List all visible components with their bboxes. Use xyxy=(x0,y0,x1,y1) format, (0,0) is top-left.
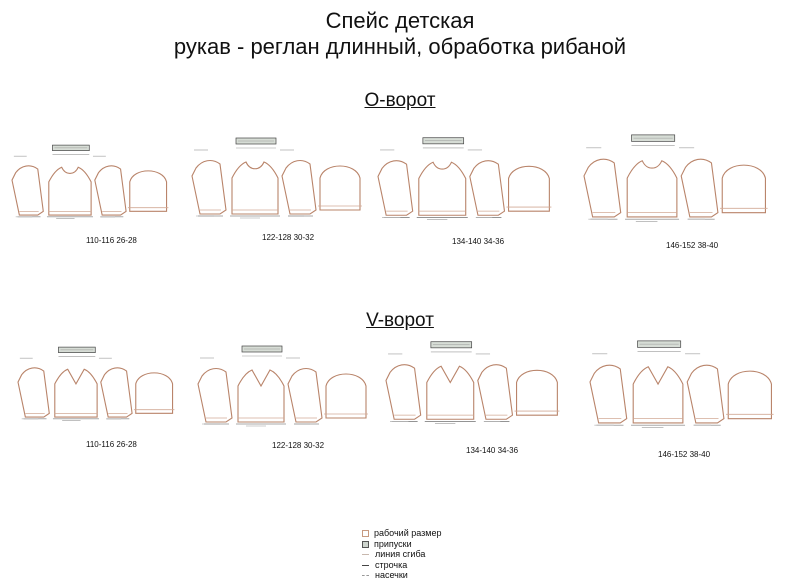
notch-line-icon xyxy=(362,571,370,579)
size-label-v-2: 122-128 30-32 xyxy=(272,441,325,450)
sleeve-piece-back-7 xyxy=(386,365,421,420)
body-piece-front-4 xyxy=(627,161,677,217)
sleeve-piece-back-8 xyxy=(590,365,627,423)
legend-label: строчка xyxy=(375,559,408,570)
legend-item-notches xyxy=(362,570,441,581)
allowance-square-icon xyxy=(362,541,369,548)
legend xyxy=(362,528,441,581)
size-label-o-4: 146-152 38-40 xyxy=(666,241,719,250)
sleeve-piece-top-2 xyxy=(320,166,360,210)
pattern-block-o-2 xyxy=(192,138,362,218)
body-piece-front-8 xyxy=(633,367,683,423)
legend-item-working-size xyxy=(362,528,441,539)
legend-item-stitch xyxy=(362,560,441,571)
size-label-v-1: 110-116 26-28 xyxy=(86,440,137,449)
body-piece-front-3 xyxy=(419,162,466,215)
legend-label: линия сгиба xyxy=(375,549,426,559)
legend-label: припуски xyxy=(374,538,412,549)
sleeve-piece-front-6 xyxy=(288,369,322,422)
sleeve-piece-top-6 xyxy=(326,374,366,418)
sleeve-piece-back-3 xyxy=(378,161,413,216)
body-piece-front-2 xyxy=(232,162,278,214)
fold-line-icon xyxy=(362,550,370,558)
sleeve-piece-front-8 xyxy=(687,365,724,423)
sleeve-piece-front-3 xyxy=(470,161,505,216)
legend-label: насечки xyxy=(375,570,408,580)
stitch-line-icon xyxy=(362,561,370,569)
body-piece-front-6 xyxy=(238,370,284,422)
title-line-2: рукав - реглан длинный, обработка рибаной xyxy=(173,34,627,59)
section-heading-v-neck: V-ворот xyxy=(366,310,434,331)
sleeve-piece-front-4 xyxy=(681,159,718,217)
legend-item-fold-line xyxy=(362,549,441,560)
sleeve-piece-front-1 xyxy=(95,166,126,215)
body-piece-front-5 xyxy=(55,369,97,417)
sleeve-piece-back-1 xyxy=(12,166,43,215)
size-label-o-3: 134-140 34-36 xyxy=(452,237,505,246)
size-label-v-3: 134-140 34-36 xyxy=(466,446,519,455)
pattern-block-o-3 xyxy=(378,138,551,220)
pattern-block-v-2 xyxy=(198,346,368,426)
legend-item-allowances xyxy=(362,539,441,550)
sleeve-piece-top-1 xyxy=(130,171,167,211)
pattern-block-o-1 xyxy=(12,145,168,219)
title-line-1: Спейс детская xyxy=(325,8,475,33)
sleeve-piece-top-4 xyxy=(722,165,765,213)
sleeve-piece-top-8 xyxy=(728,371,771,419)
sleeve-piece-back-5 xyxy=(18,368,49,417)
sleeve-piece-front-5 xyxy=(101,368,132,417)
legend-label: рабочий размер xyxy=(374,528,442,538)
sleeve-piece-top-7 xyxy=(517,370,558,415)
pattern-block-v-1 xyxy=(18,347,174,421)
sleeve-piece-top-5 xyxy=(136,373,173,413)
size-label-v-4: 146-152 38-40 xyxy=(658,450,711,459)
body-piece-front-1 xyxy=(49,167,91,215)
pattern-block-o-4 xyxy=(584,135,768,221)
working-size-square-icon xyxy=(362,530,369,537)
size-label-o-1: 110-116 26-28 xyxy=(86,236,137,245)
section-heading-o-neck: О-ворот xyxy=(364,90,436,111)
sleeve-piece-back-2 xyxy=(192,161,226,214)
sleeve-piece-back-6 xyxy=(198,369,232,422)
pattern-block-v-4 xyxy=(590,341,774,427)
size-label-o-2: 122-128 30-32 xyxy=(262,233,315,242)
body-piece-front-7 xyxy=(427,366,474,419)
sleeve-piece-back-4 xyxy=(584,159,621,217)
sleeve-piece-top-3 xyxy=(509,166,550,211)
sleeve-piece-front-7 xyxy=(478,365,513,420)
sleeve-piece-front-2 xyxy=(282,161,316,214)
pattern-block-v-3 xyxy=(386,342,559,424)
